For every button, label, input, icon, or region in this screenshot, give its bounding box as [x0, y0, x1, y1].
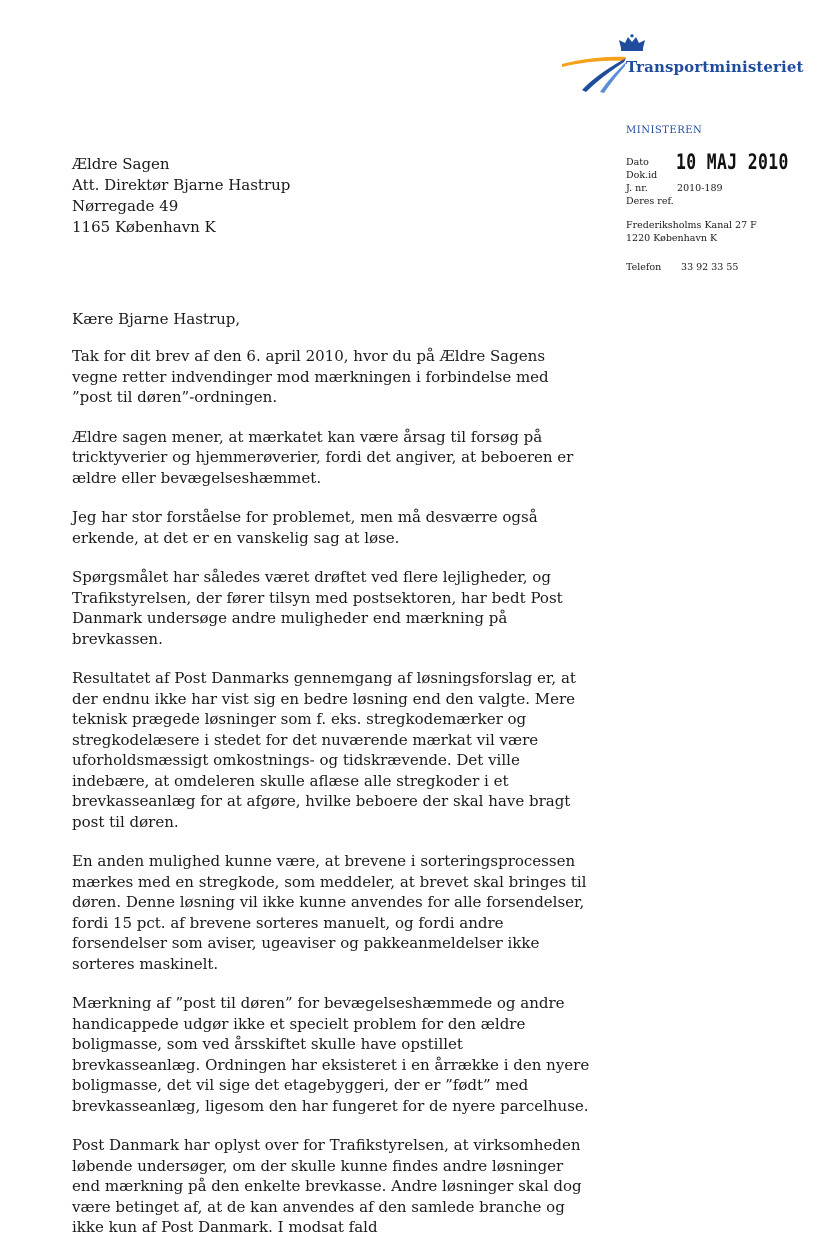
phone-row [626, 262, 738, 273]
paragraph: Post Danmark har oplyst over for Trafikstyrelsen, at virksomheden løbende undersøger, om der skulle kunne findes andre løsninger end mærkning på den enkelte brevkasse. Andre løsninger skal dog være betinget af, at de kan anvendes af den samlede branche og ikke kun af Post Danmark. I modsat fald [72, 1136, 582, 1236]
ministry-address-line2: 1220 København K [626, 233, 718, 244]
recipient-line: Nørregade 49 [72, 197, 179, 215]
paragraph: Jeg har stor forståelse for problemet, men må desværre også erkende, at det er en vanskelig sag at løse. [72, 508, 538, 547]
paragraph: Ældre sagen mener, at mærkatet kan være årsag til forsøg på tricktyverier og hjemmerøverier, fordi det angiver, at beboeren er ældre eller bevægelseshæmmet. [72, 427, 574, 487]
recipient-line: Att. Direktør Bjarne Hastrup [72, 176, 291, 194]
phone-value: 33 92 33 55 [681, 262, 739, 273]
recipient-address [72, 154, 290, 238]
phone-label: Telefon [626, 262, 662, 273]
logo-text: Transportministeriet [626, 58, 804, 76]
deres-ref-row [626, 196, 674, 207]
salutation: Kære Bjarne Hastrup, [72, 310, 241, 328]
jnr-row [626, 183, 723, 194]
dokid-label: Dok.id [626, 170, 658, 181]
jnr-label: J. nr. [626, 183, 648, 194]
jnr-value: 2010-189 [677, 183, 723, 194]
deres-ref-label: Deres ref. [626, 196, 674, 207]
ministry-address-line1: Frederiksholms Kanal 27 F [626, 220, 757, 231]
letter-body [72, 346, 592, 1257]
date-label: Dato [626, 157, 649, 168]
paragraph: Tak for dit brev af den 6. april 2010, hvor du på Ældre Sagens vegne retter indvendinger mod mærkningen i forbindelse med ”post til døren”-ordningen. [72, 347, 549, 406]
paragraph: Spørgsmålet har således været drøftet ved flere lejligheder, og Trafikstyrelsen, der fører tilsyn med postsektoren, har bedt Post Danmark undersøge andre muligheder end mærkning på brevkassen. [72, 568, 563, 648]
paragraph: Mærkning af ”post til døren” for bevægelseshæmmede og andre handicappede udgør ikke et specielt problem for den ældre boligmasse, som ved årsskiftet skulle have opstillet brevkasseanlæg. Ordningen har eksisteret i en årrække i den nyere boligmasse, det vil sige det etagebyggeri, der er ”født” med brevkasseanlæg, ligesom den har fungeret for de nyere parcelhuse. [72, 994, 590, 1115]
recipient-line: Ældre Sagen [72, 155, 170, 173]
date-stamp: 10 MAJ 2010 [676, 150, 789, 174]
date-row [626, 157, 674, 168]
recipient-line: 1165 København K [72, 218, 216, 236]
paragraph: Resultatet af Post Danmarks gennemgang af løsningsforslag er, at der endnu ikke har vist sig en bedre løsning end den valgte. Mere teknisk prægede løsninger som f. eks. stregkodemærker og stregkodelæsere i stedet for det nuværende mærkat vil være uforholdsmæssigt omkostnings- og tidskrævende. Det ville indebære, at omdeleren skulle aflæse alle stregkoder i et brevkasseanlæg for at afgøre, hvilke beboere der skal have bragt post til døren. [72, 669, 576, 831]
crown-icon [619, 34, 645, 51]
dokid-row [626, 170, 674, 181]
paragraph: En anden mulighed kunne være, at brevene i sorteringsprocessen mærkes med en stregkode, som meddeler, at brevet skal bringes til døren. Denne løsning vil ikke kunne anvendes for alle forsendelser, fordi 15 pct. af brevene sorteres manuelt, og fordi andre forsendelser som aviser, ugeaviser og pakkeanmeldelser ikke sorteres maskinelt. [72, 852, 587, 973]
department-label: MINISTEREN [626, 125, 703, 136]
